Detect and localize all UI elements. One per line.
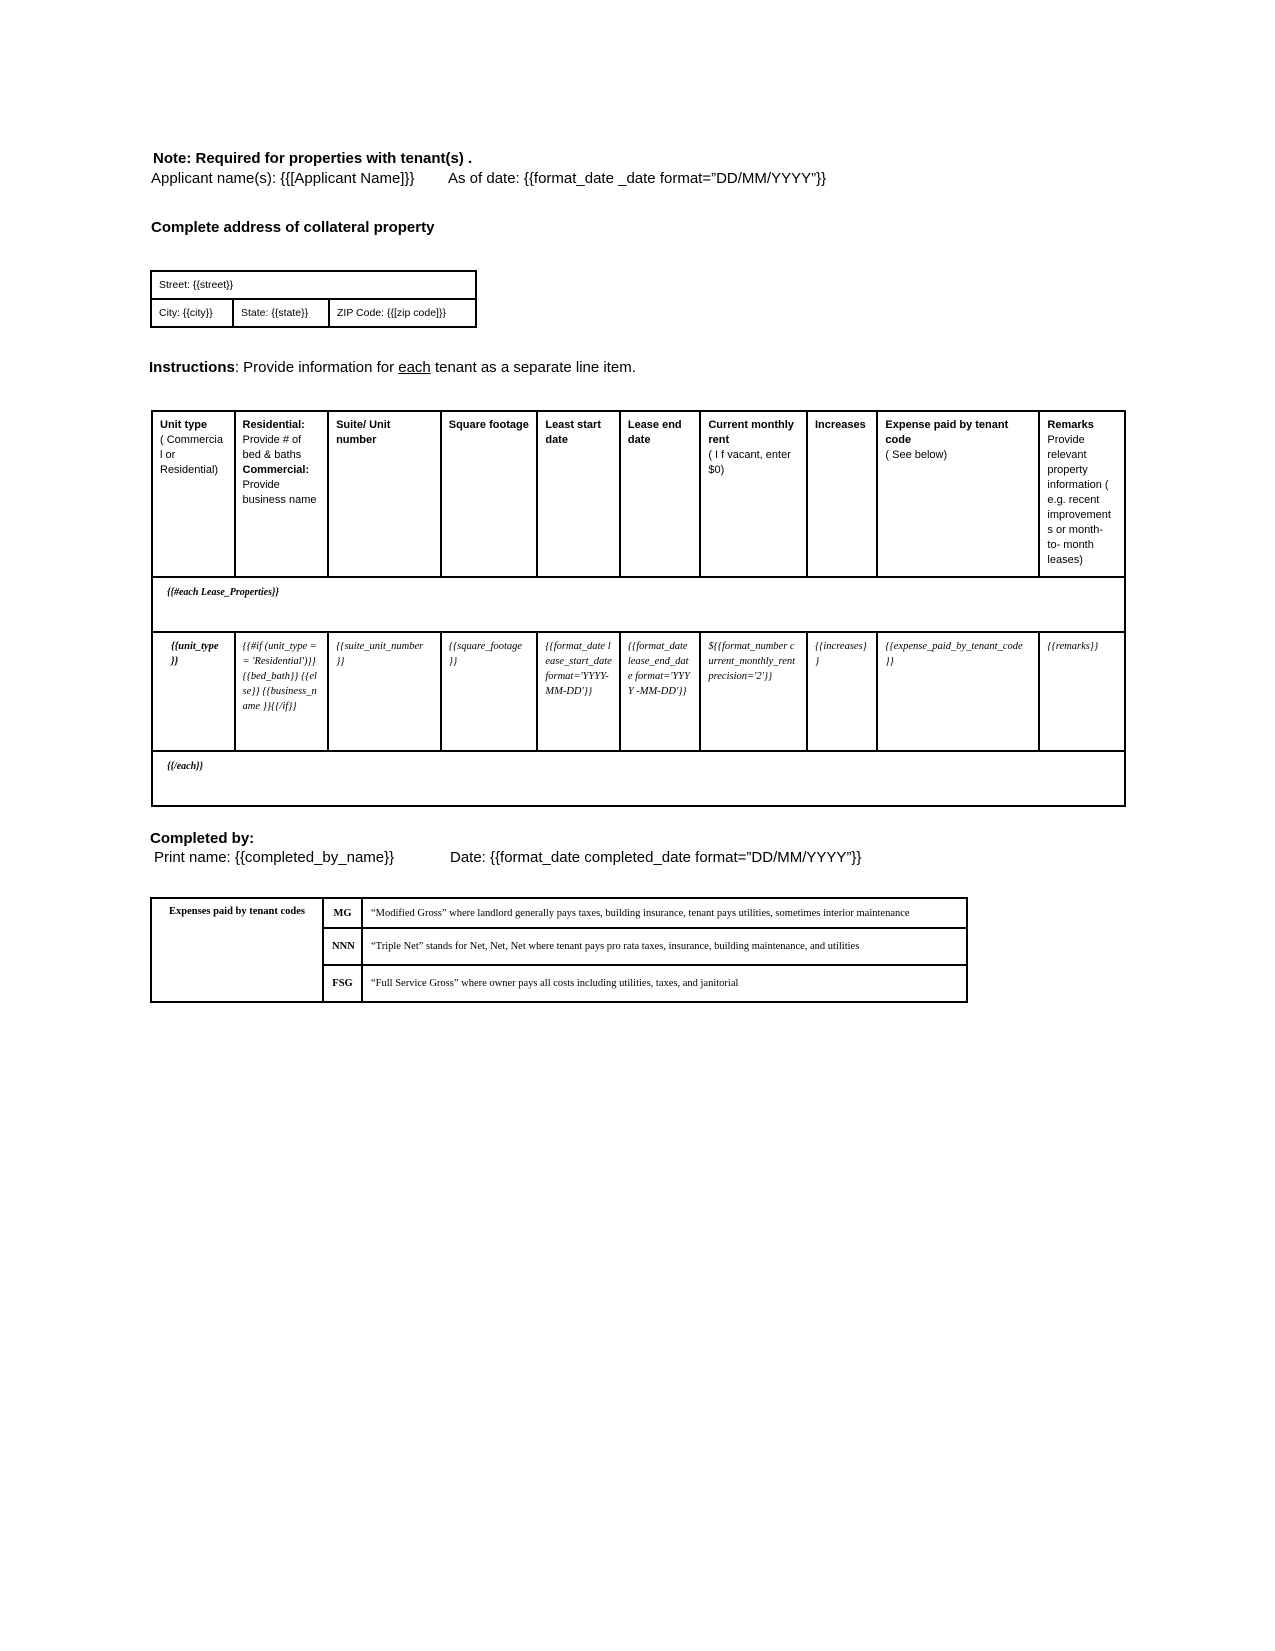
header-suite-unit: Suite/ Unit number — [328, 411, 441, 577]
loop-open-row — [152, 577, 1125, 632]
cell-lease-end-date: {{format_date lease_end_date format='YYYY -MM-DD'}} — [620, 632, 700, 751]
code-mg: MG — [323, 898, 362, 928]
expense-codes-label: Expenses paid by tenant codes — [151, 898, 323, 1002]
tenant-header-row — [152, 411, 1125, 577]
header-unit-type: Unit type ( Commercia l or Residential) — [152, 411, 235, 577]
print-name-line: Print name: {{completed_by_name}} — [154, 849, 395, 866]
header-lease-start: Least start date — [537, 411, 620, 577]
cell-suite-unit-number: {{suite_unit_number }} — [328, 632, 441, 751]
loop-close-cell: {{/each}} — [152, 751, 1125, 806]
zip-cell: ZIP Code: {{[zip code]}} — [329, 299, 476, 327]
instructions — [149, 359, 636, 376]
cell-remarks: {{remarks}} — [1039, 632, 1125, 751]
cell-bed-bath-business: {{#if (unit_type == 'Residential')}} {{bed_bath}} {{else}} {{business_name }}{{/if}} — [235, 632, 329, 751]
cell-increases: {{increases} } — [807, 632, 877, 751]
completed-by-heading: Completed by: — [150, 830, 255, 847]
address-table — [150, 270, 477, 328]
instructions-label: Instructions — [149, 359, 235, 376]
applicant-name-line: Applicant name(s): {{[Applicant Name]}} — [151, 170, 415, 187]
header-expense-code: Expense paid by tenant code ( See below) — [877, 411, 1039, 577]
cell-expense-code: {{expense_paid_by_tenant_code }} — [877, 632, 1039, 751]
instructions-text-after: tenant as a separate line item. — [430, 359, 636, 376]
street-cell: Street: {{street}} — [151, 271, 476, 299]
header-residential-commercial: Residential: Provide # of bed & baths Commercial: Provide business name — [235, 411, 329, 577]
header-lease-end: Lease end date — [620, 411, 700, 577]
cell-square-footage: {{square_footage }} — [441, 632, 538, 751]
city-cell: City: {{city}} — [151, 299, 233, 327]
code-fsg: FSG — [323, 965, 362, 1002]
header-square-footage: Square footage — [441, 411, 538, 577]
instructions-text-before: : Provide information for — [234, 359, 399, 376]
code-nnn-description: “Triple Net” stands for Net, Net, Net where tenant pays pro rata taxes, insurance, building maintenance, and utilities — [362, 928, 967, 965]
state-cell: State: {{state}} — [233, 299, 329, 327]
table-row — [152, 632, 1125, 751]
code-mg-description: “Modified Gross” where landlord generally pays taxes, building insurance, tenant pays utilities, sometimes interior maintenance — [362, 898, 967, 928]
address-heading: Complete address of collateral property — [151, 219, 435, 236]
code-nnn: NNN — [323, 928, 362, 965]
cell-monthly-rent: ${{format_number current_monthly_rent precision='2'}} — [700, 632, 807, 751]
header-remarks: Remarks Provide relevant property information ( e.g. recent improvement s or month- to- month leases) — [1039, 411, 1125, 577]
tenant-table — [151, 410, 1126, 807]
header-increases: Increases — [807, 411, 877, 577]
as-of-date-line: As of date: {{format_date _date format=”DD/MM/YYYY”}} — [448, 170, 827, 187]
header-monthly-rent: Current monthly rent ( I f vacant, enter $0) — [700, 411, 807, 577]
loop-close-row — [152, 751, 1125, 806]
code-fsg-description: “Full Service Gross” where owner pays all costs including utilities, taxes, and janitorial — [362, 965, 967, 1002]
loop-open-cell: {{#each Lease_Properties}} — [152, 577, 1125, 632]
cell-unit-type: {{unit_type }} — [152, 632, 235, 751]
cell-lease-start-date: {{format_date lease_start_date format='YYYY-MM-DD'}} — [537, 632, 620, 751]
expense-codes-table — [150, 897, 968, 1003]
completed-date-line: Date: {{format_date completed_date format=”DD/MM/YYYY”}} — [450, 849, 862, 866]
instructions-emphasis: each — [398, 359, 431, 376]
required-note: Note: Required for properties with tenant(s) . — [153, 150, 473, 167]
